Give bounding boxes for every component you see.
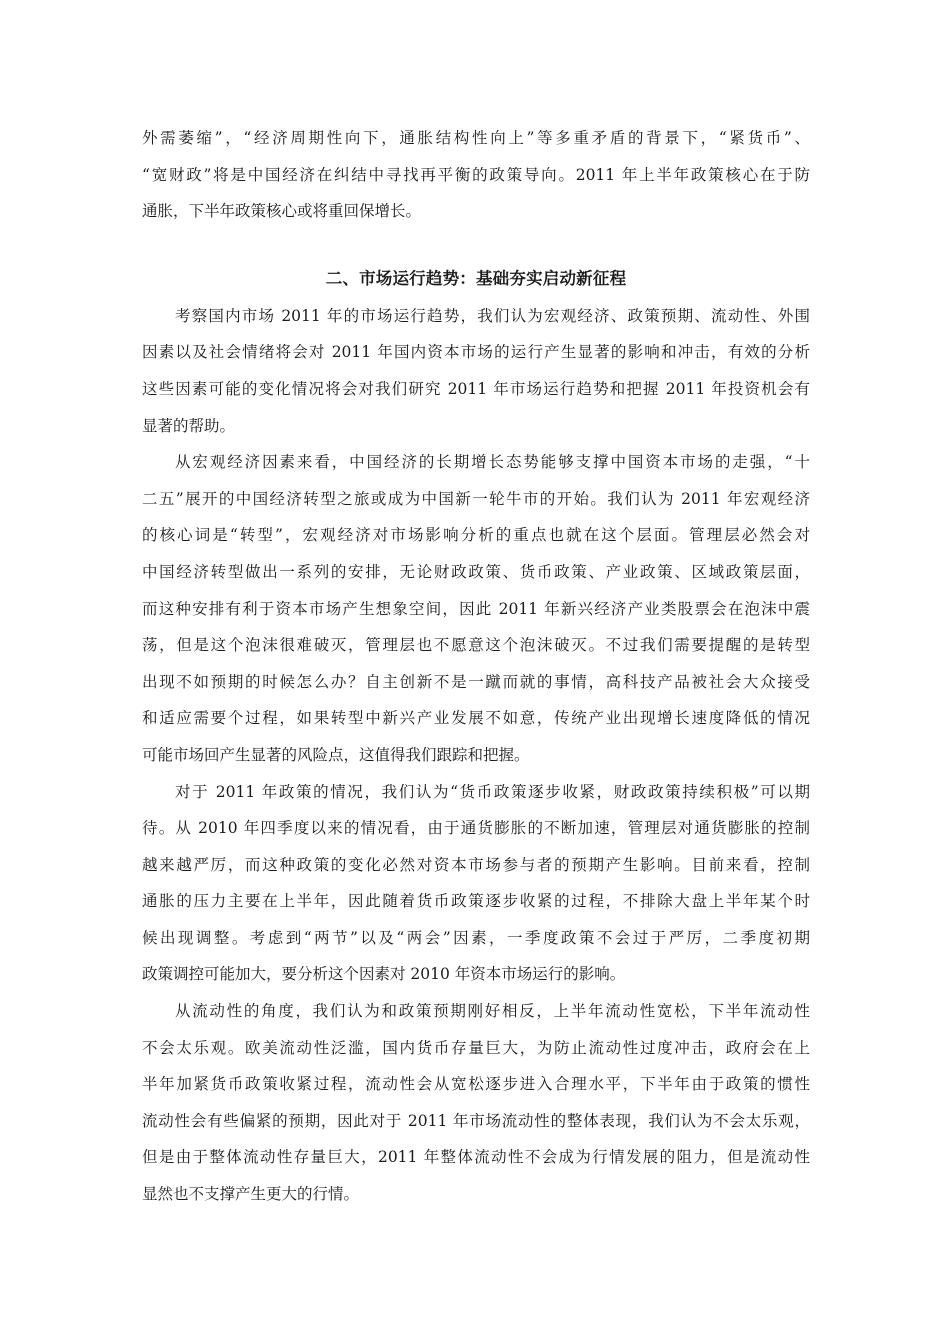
paragraph-line: 考察国内市场 2011 年的市场运行趋势，我们认为宏观经济、政策预期、流动性、外围 bbox=[175, 306, 810, 325]
paragraph-line: 对于 2011 年政策的情况，我们认为“货币政策逐步收紧，财政政策持续积极”可以期 bbox=[175, 782, 810, 801]
paragraph-line: 可能市场回产生显著的风险点，这值得我们跟踪和把握。 bbox=[142, 745, 530, 764]
document-page bbox=[142, 120, 810, 1213]
paragraph-line: 出现不如预期的时候怎么办？自主创新不是一蹴而就的事情，高科技产品被社会大众接受 bbox=[142, 672, 810, 691]
paragraph-line: 越来越严厉，而这种政策的变化必然对资本市场参与者的预期产生影响。目前来看，控制 bbox=[142, 855, 810, 874]
section-heading: 二、市场运行趋势：基础夯实启动新征程 bbox=[325, 268, 627, 288]
paragraph-line: 和适应需要个过程，如果转型中新兴产业发展不如意，传统产业出现增长速度降低的情况 bbox=[142, 709, 810, 728]
paragraph-line: 从流动性的角度，我们认为和政策预期刚好相反，上半年流动性宽松，下半年流动性 bbox=[175, 1002, 810, 1021]
paragraph-line: 半年加紧货币政策收紧过程，流动性会从宽松逐步进入合理水平，下半年由于政策的惯性 bbox=[142, 1075, 810, 1094]
paragraph-line: 从宏观经济因素来看，中国经济的长期增长态势能够支撑中国资本市场的走强，“十 bbox=[175, 453, 810, 472]
paragraph bbox=[142, 993, 810, 1213]
paragraph-line: 不会太乐观。欧美流动性泛滥，国内货币存量巨大，为防止流动性过度冲击，政府会在上 bbox=[142, 1038, 810, 1057]
paragraph-line: 的核心词是“转型”，宏观经济对市场影响分析的重点也就在这个层面。管理层必然会对 bbox=[142, 526, 810, 545]
intro-paragraph bbox=[142, 120, 810, 230]
paragraph bbox=[142, 444, 810, 773]
paragraph bbox=[142, 298, 810, 444]
paragraph-line: 通胀，下半年政策核心或将重回保增长。 bbox=[142, 202, 422, 221]
paragraph bbox=[142, 774, 810, 994]
paragraph-line: 但是由于整体流动性存量巨大，2011 年整体流动性不会成为行情发展的阻力，但是流动性 bbox=[142, 1148, 810, 1167]
paragraph-line: 二五”展开的中国经济转型之旅或成为中国新一轮牛市的开始。我们认为 2011 年宏观经济 bbox=[142, 489, 810, 508]
paragraph-line: 外需萎缩”，“经济周期性向下，通胀结构性向上”等多重矛盾的背景下，“紧货币”、 bbox=[142, 129, 810, 147]
paragraph-line: 而这种安排有利于资本市场产生想象空间，因此 2011 年新兴经济产业类股票会在泡沫中震 bbox=[142, 599, 810, 618]
paragraph-line: 待。从 2010 年四季度以来的情况看，由于通货膨胀的不断加速，管理层对通货膨胀的控制 bbox=[142, 819, 810, 838]
paragraph-line: 显著的帮助。 bbox=[142, 416, 236, 435]
paragraph-line: 候出现调整。考虑到“两节”以及“两会”因素，一季度政策不会过于严厉，二季度初期 bbox=[142, 928, 810, 947]
paragraph-line: 通胀的压力主要在上半年，因此随着货币政策逐步收紧的过程，不排除大盘上半年某个时 bbox=[142, 892, 810, 911]
paragraph-line: 因素以及社会情绪将会对 2011 年国内资本市场的运行产生显著的影响和冲击，有效的分析 bbox=[142, 343, 810, 362]
paragraph-line: 荡，但是这个泡沫很难破灭，管理层也不愿意这个泡沫破灭。不过我们需要提醒的是转型 bbox=[142, 636, 810, 655]
paragraph-line: 这些因素可能的变化情况将会对我们研究 2011 年市场运行趋势和把握 2011 年投资机会有 bbox=[142, 379, 810, 398]
paragraph-line: 政策调控可能加大，要分析这个因素对 2010 年资本市场运行的影响。 bbox=[142, 965, 626, 984]
paragraph-line: 中国经济转型做出一系列的安排，无论财政政策、货币政策、产业政策、区域政策层面， bbox=[142, 562, 810, 581]
paragraph-line: 流动性会有些偏紧的预期，因此对于 2011 年市场流动性的整体表现，我们认为不会太乐观， bbox=[142, 1111, 810, 1130]
paragraph-line: “宽财政”将是中国经济在纠结中寻找再平衡的政策导向。2011 年上半年政策核心在于防 bbox=[142, 165, 810, 184]
paragraph-line: 显然也不支撑产生更大的行情。 bbox=[142, 1185, 360, 1204]
